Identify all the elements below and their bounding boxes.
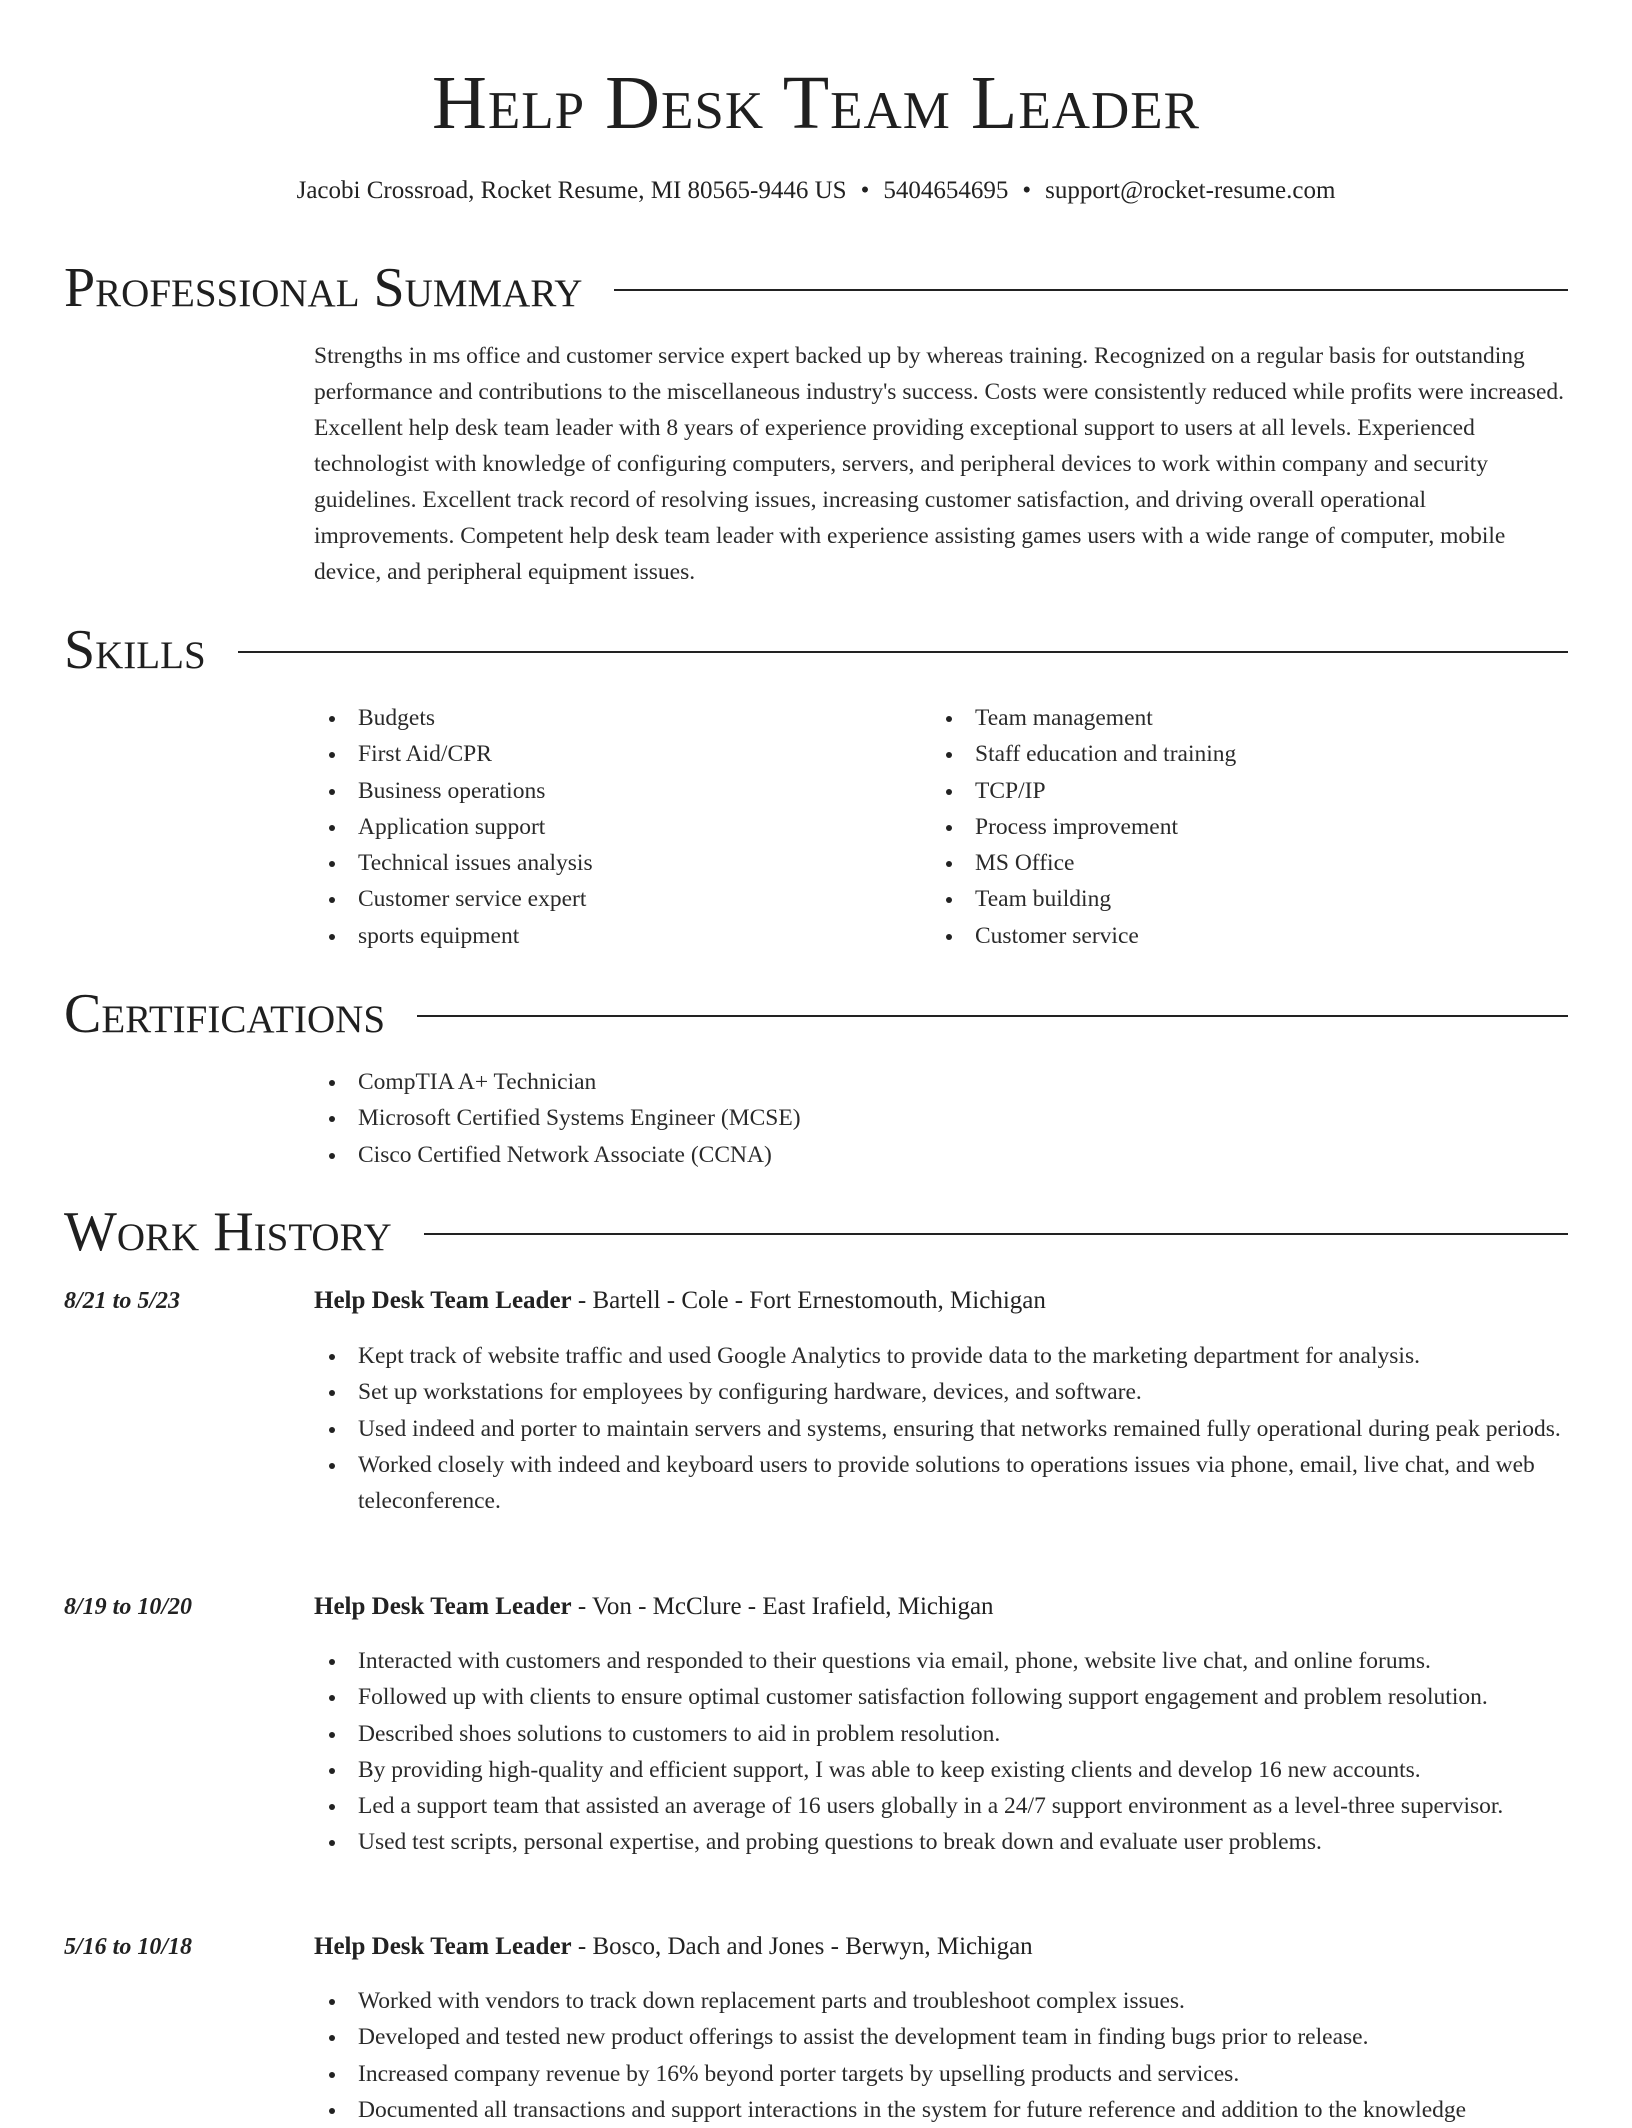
section-divider bbox=[614, 289, 1568, 291]
job-duty-item: Increased company revenue by 16% beyond porter targets by upselling products and services. bbox=[314, 2056, 1576, 2092]
section-work-history-heading bbox=[64, 1200, 1568, 1264]
job-duty-item: Documented all transactions and support interactions in the system for future reference and addition to the knowledge bbox=[314, 2092, 1576, 2128]
skill-item: sports equipment bbox=[314, 918, 874, 954]
section-certifications-heading bbox=[64, 982, 1568, 1046]
job-role: Help Desk Team Leader bbox=[314, 1593, 572, 1620]
job-duty-item: Used test scripts, personal expertise, and probing questions to break down and evaluate user problems. bbox=[314, 1824, 1576, 1860]
skill-item: Application support bbox=[314, 809, 874, 845]
job-duty-item: Interacted with customers and responded to their questions via email, phone, website live chat, and online forums. bbox=[314, 1643, 1576, 1679]
skill-item: Customer service bbox=[931, 918, 1491, 954]
section-divider bbox=[417, 1015, 1568, 1017]
job-dates: 8/19 to 10/20 bbox=[64, 1594, 193, 1620]
section-summary-heading bbox=[64, 256, 1568, 320]
skill-item: Business operations bbox=[314, 773, 874, 809]
job-duty-item: Worked closely with indeed and keyboard users to provide solutions to operations issues via phone, email, live chat, and web teleconference. bbox=[314, 1447, 1576, 1520]
job-duty-item: Developed and tested new product offerings to assist the development team in finding bugs prior to release. bbox=[314, 2019, 1576, 2055]
contact-separator: • bbox=[860, 177, 870, 204]
job-duty-item: Led a support team that assisted an average of 16 users globally in a 24/7 support environment as a level-three supervisor. bbox=[314, 1788, 1576, 1824]
job-duties bbox=[314, 1643, 1576, 1861]
job-duty-item: Set up workstations for employees by configuring hardware, devices, and software. bbox=[314, 1374, 1576, 1410]
job-role: Help Desk Team Leader bbox=[314, 1287, 572, 1314]
job-employer-location: - Bosco, Dach and Jones - Berwyn, Michigan bbox=[571, 1933, 1033, 1960]
job-duty-item: Followed up with clients to ensure optimal customer satisfaction following support engagement and problem resolution. bbox=[314, 1679, 1576, 1715]
section-title: Skills bbox=[64, 619, 206, 681]
skill-item: Team building bbox=[931, 881, 1491, 917]
skill-item: Technical issues analysis bbox=[314, 845, 874, 881]
skill-item: TCP/IP bbox=[931, 773, 1491, 809]
skill-item: Budgets bbox=[314, 700, 874, 736]
skill-item: Team management bbox=[931, 700, 1491, 736]
skill-item: Process improvement bbox=[931, 809, 1491, 845]
job-title-line bbox=[314, 1930, 1574, 1964]
contact-separator: • bbox=[1022, 177, 1032, 204]
summary-text: Strengths in ms office and customer service expert backed up by whereas training. Recognized on a regular basis for outstanding performance and contributions to the miscellaneous industry's success. Costs were consistently reduced while profits were increased. Excellent help desk team leader with 8 years of experience providing exceptional support to users at all levels. Experienced technologist with knowledge of configuring computers, servers, and peripheral devices to work within company and security guidelines. Excellent track record of resolving issues, increasing customer satisfaction, and driving overall operational improvements. Competent help desk team leader with experience assisting games users with a wide range of computer, mobile device, and peripheral equipment issues. bbox=[314, 343, 1565, 585]
job-employer-location: - Von - McClure - East Irafield, Michigan bbox=[571, 1593, 994, 1620]
job-duty-item: Kept track of website traffic and used Google Analytics to provide data to the marketing department for analysis. bbox=[314, 1338, 1576, 1374]
skills-column-left bbox=[314, 700, 874, 954]
job-duties bbox=[314, 1983, 1576, 2128]
contact-address: Jacobi Crossroad, Rocket Resume, MI 80565-9446 US bbox=[296, 177, 847, 204]
section-title: Professional Summary bbox=[64, 257, 583, 319]
section-skills-heading bbox=[64, 618, 1568, 682]
job-role: Help Desk Team Leader bbox=[314, 1933, 572, 1960]
skill-item: Customer service expert bbox=[314, 881, 874, 917]
contact-email: support@rocket-resume.com bbox=[1045, 177, 1336, 204]
job-dates: 5/16 to 10/18 bbox=[64, 1934, 193, 1960]
job-duty-item: Worked with vendors to track down replacement parts and troubleshoot complex issues. bbox=[314, 1983, 1576, 2019]
resume-name: Help Desk Team Leader bbox=[431, 61, 1201, 145]
certification-item: Microsoft Certified Systems Engineer (MCSE) bbox=[314, 1100, 1568, 1136]
contact-phone: 5404654695 bbox=[883, 177, 1009, 204]
skill-item: Staff education and training bbox=[931, 736, 1491, 772]
certification-item: CompTIA A+ Technician bbox=[314, 1064, 1568, 1100]
job-duties bbox=[314, 1338, 1576, 1519]
certifications-list bbox=[314, 1064, 1568, 1173]
section-divider bbox=[424, 1233, 1568, 1235]
job-dates: 8/21 to 5/23 bbox=[64, 1288, 181, 1314]
job-duty-item: By providing high-quality and efficient support, I was able to keep existing clients and develop 16 new accounts. bbox=[314, 1752, 1576, 1788]
job-title-line bbox=[314, 1590, 1574, 1624]
section-title: Certifications bbox=[64, 983, 386, 1045]
skill-item: First Aid/CPR bbox=[314, 736, 874, 772]
job-duty-item: Used indeed and porter to maintain servers and systems, ensuring that networks remained fully operational during peak periods. bbox=[314, 1411, 1576, 1447]
job-employer-location: - Bartell - Cole - Fort Ernestomouth, Michigan bbox=[571, 1287, 1046, 1314]
skill-item: MS Office bbox=[931, 845, 1491, 881]
section-title: Work History bbox=[64, 1201, 392, 1263]
job-title-line bbox=[314, 1284, 1574, 1318]
job-duty-item: Described shoes solutions to customers to aid in problem resolution. bbox=[314, 1716, 1576, 1752]
contact-line bbox=[0, 174, 1632, 208]
certification-item: Cisco Certified Network Associate (CCNA) bbox=[314, 1137, 1568, 1173]
section-divider bbox=[238, 651, 1568, 653]
skills-column-right bbox=[931, 700, 1491, 954]
